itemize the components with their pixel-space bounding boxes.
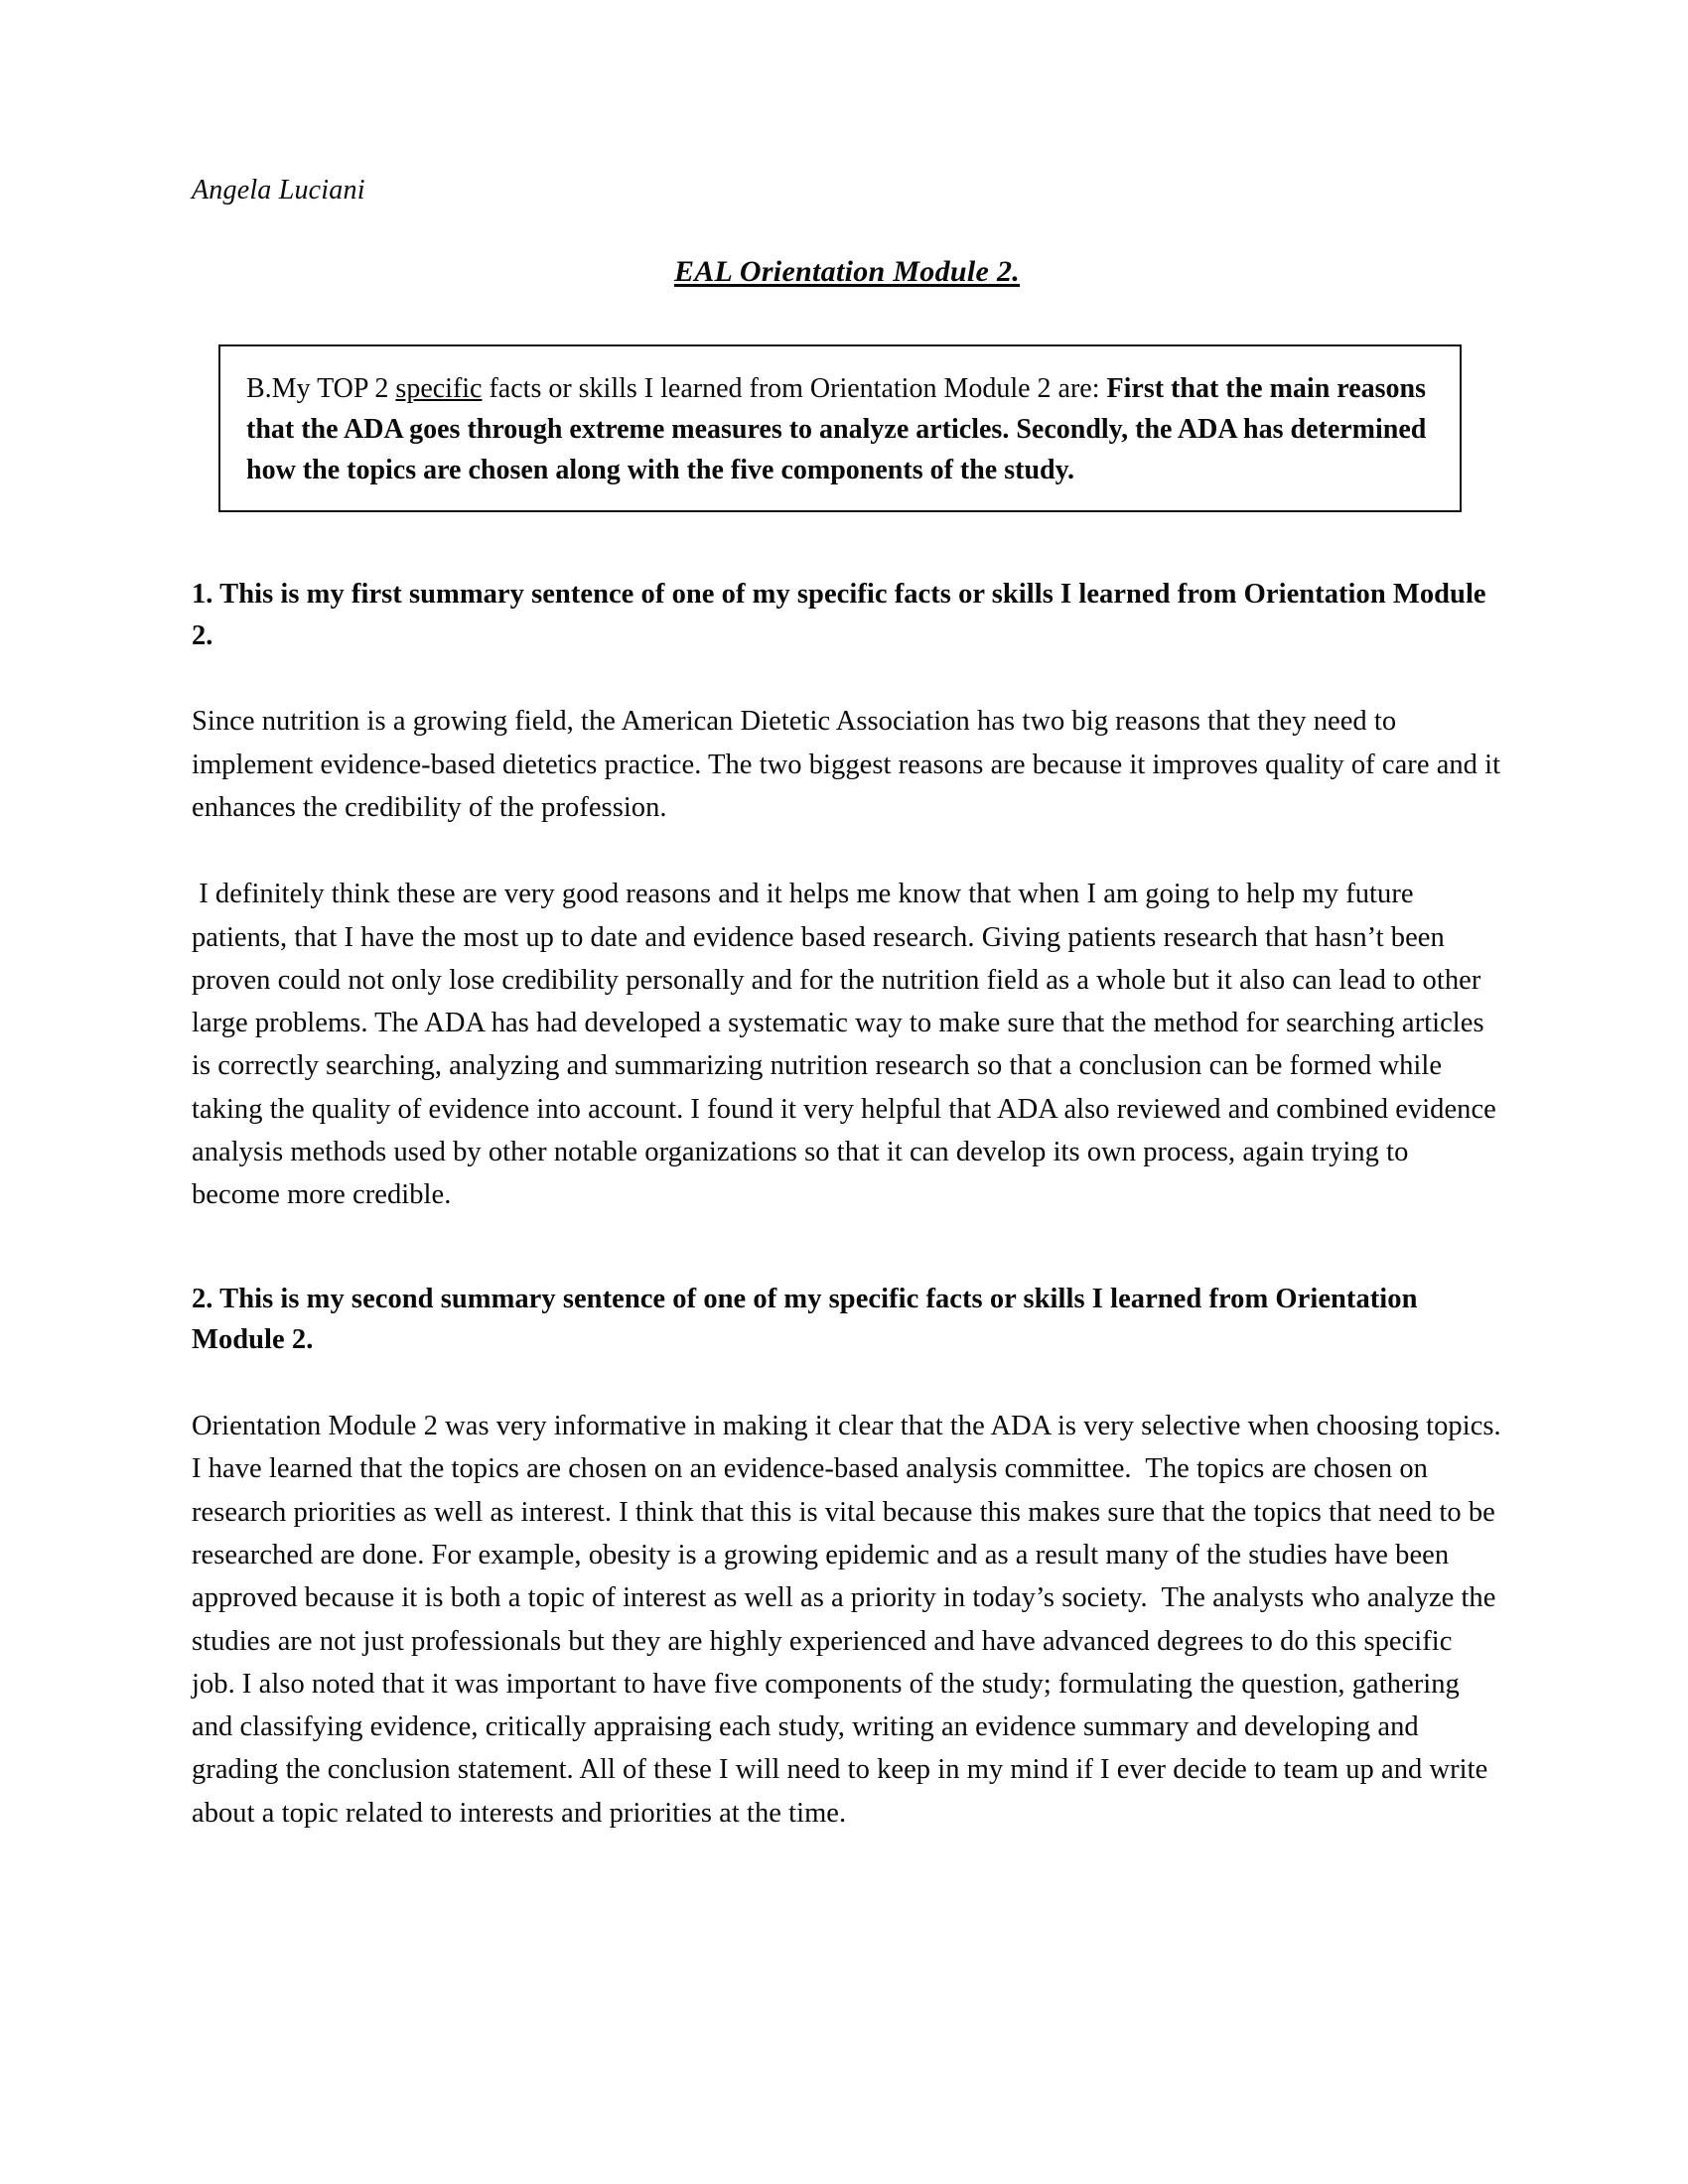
callout-lead-middle: facts or skills I learned from Orientation Module 2 are: [482, 372, 1107, 404]
section-1-paragraph-2: I definitely think these are very good reasons and it helps me know that when I am going to help my future patients, that I have the most up to date and evidence based research. Giving patients research that hasn’t been proven could not only lose credibility personally and for the nutrition field as a whole but it also can lead to other large problems. The ADA has had developed a systematic way to make sure that the method for searching articles is correctly searching, analyzing and summarizing nutrition research so that a conclusion can be formed while taking the quality of evidence into account. I found it very helpful that ADA also reviewed and combined evidence analysis methods used by other notable organizations so that it can develop its own process, again trying to become more credible. [192, 879, 1504, 1211]
section-2-paragraph-1: Orientation Module 2 was very informative in making it clear that the ADA is very selective when choosing topics. I have learned that the topics are chosen on an evidence-based analysis committee. The topics are chosen on research priorities as well as interest. I think that this is vital because this makes sure that the topics that need to be researched are done. For example, obesity is a growing epidemic and as a result many of the studies have been approved because it is both a topic of interest as well as a priority in today’s society. The analysts who analyze the studies are not just professionals but they are highly experienced and have advanced degrees to do this specific job. I also noted that it was important to have five components of the study; formulating the question, gathering and classifying evidence, critically appraising each study, writing an evidence summary and developing and grading the conclusion statement. All of these I will need to keep in my mind if I ever decide to team up and write about a topic related to interests and priorities at the time. [192, 1410, 1508, 1829]
section-1-paragraph-1: Since nutrition is a growing field, the American Dietetic Association has two big reasons that they need to implement evidence-based dietetics practice. The two biggest reasons are because it improves quality of care and it enhances the credibility of the profession. [192, 706, 1501, 823]
section-1-heading: 1. This is my first summary sentence of one of my specific facts or skills I learned from Orientation Module 2. [192, 579, 1486, 651]
callout-lead-prefix: B.My TOP 2 [246, 372, 396, 404]
page-title: EAL Orientation Module 2. [673, 254, 1021, 288]
callout-bold-answer: First that the main reasons that the ADA goes through extreme measures to analyze articles. Secondly, the ADA has determined how the topics are chosen along with the five components of the study. [246, 372, 1441, 485]
document-title-container [192, 255, 1502, 289]
document-content [192, 174, 1508, 1835]
section-2-heading: 2. This is my second summary sentence of one of my specific facts or skills I learned from Orientation Module 2. [192, 1283, 1418, 1356]
callout-underlined-word: specific [395, 372, 483, 404]
callout-box [218, 344, 1462, 512]
author-name: Angela Luciani [192, 175, 365, 205]
callout-text [246, 368, 1441, 490]
